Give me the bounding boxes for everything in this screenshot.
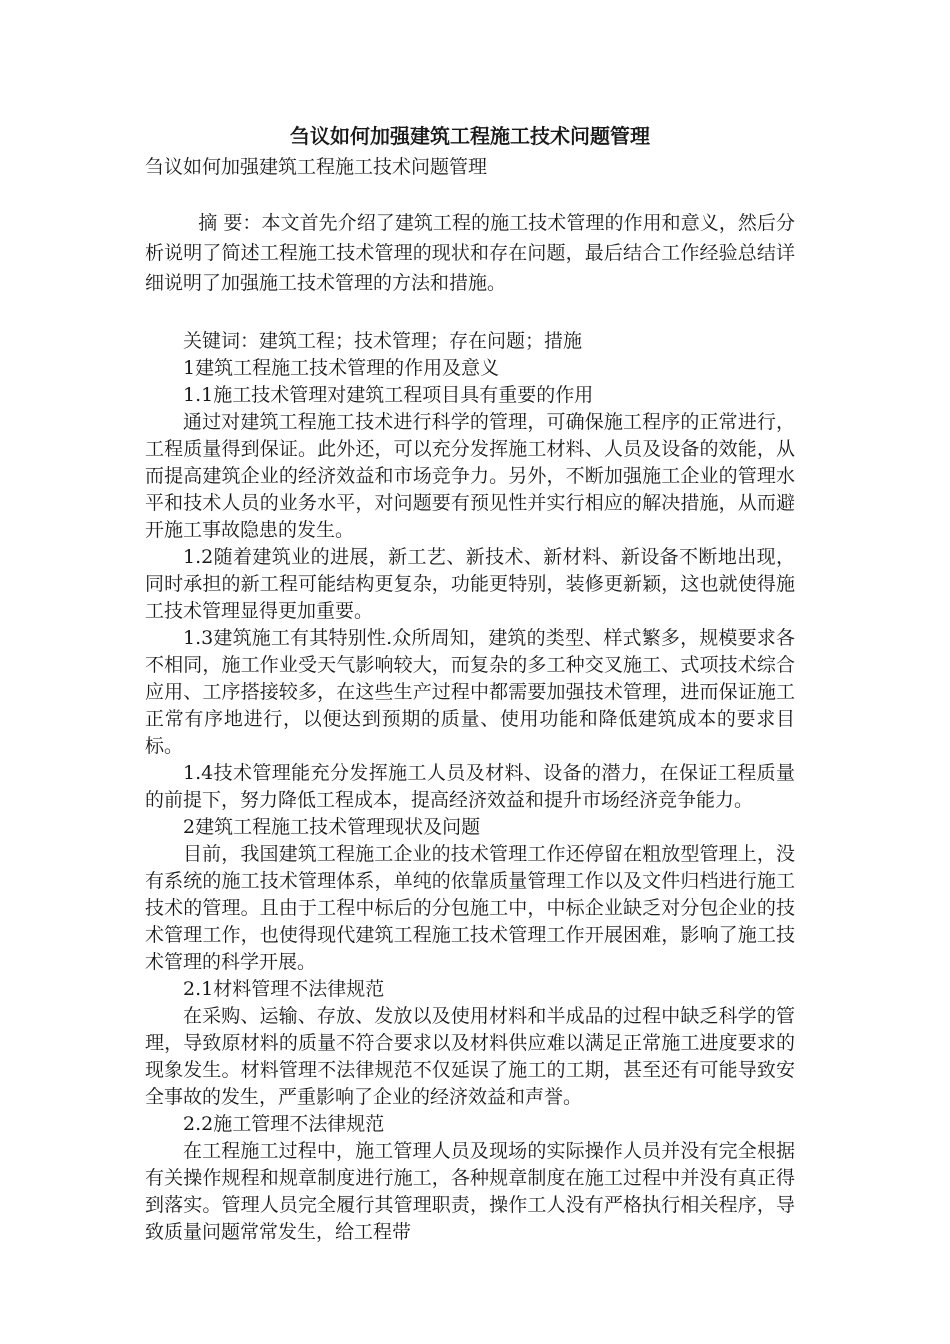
paragraph-1-3: 1.3建筑施工有其特别性.众所周知，建筑的类型、样式繁多，规模要求各不相同，施工作业受天气影响较大，而复杂的多工种交叉施工、式项技术综合应用、工序搭接较多，在这些生产过程中都需要加强技术管理，进而保证施工正常有序地进行，以便达到预期的质量、使用功能和降低建筑成本的要求目标。 — [145, 627, 795, 757]
document-title: 刍议如何加强建筑工程施工技术问题管理 — [290, 124, 650, 148]
keywords: 关键词：建筑工程；技术管理；存在问题；措施 — [183, 330, 583, 352]
paragraph-2-1: 在采购、运输、存放、发放以及使用材料和半成品的过程中缺乏科学的管理，导致原材料的质量不符合要求以及材料供应难以满足正常施工进度要求的现象发生。材料管理不法律规范不仅延误了施工的工期，甚至还有可能导致安全事故的发生，严重影响了企业的经济效益和声誉。 — [145, 1005, 795, 1108]
paragraph-1-2: 1.2随着建筑业的进展，新工艺、新技术、新材料、新设备不断地出现，同时承担的新工程可能结构更复杂，功能更特别，装修更新颖，这也就使得施工技术管理显得更加重要。 — [145, 546, 795, 622]
abstract: 摘 要：本文首先介绍了建筑工程的施工技术管理的作用和意义，然后分析说明了简述工程施工技术管理的现状和存在问题，最后结合工作经验总结详细说明了加强施工技术管理的方法和措施。 — [145, 212, 795, 294]
section-heading-1: 1建筑工程施工技术管理的作用及意义 — [183, 357, 500, 379]
paragraph-2-2: 在工程施工过程中，施工管理人员及现场的实际操作人员并没有完全根据有关操作规程和规章制度进行施工，各种规章制度在施工过程中并没有真正得到落实。管理人员完全履行其管理职责，操作工人没有严格执行相关程序，导致质量问题常常发生，给工程带 — [145, 1140, 795, 1243]
document-page — [145, 120, 795, 1246]
paragraph-1-1: 通过对建筑工程施工技术进行科学的管理，可确保施工程序的正常进行，工程质量得到保证。此外还，可以充分发挥施工材料、人员及设备的效能，从而提高建筑企业的经济效益和市场竞争力。另外，不断加强施工企业的管理水平和技术人员的业务水平，对问题要有预见性并实行相应的解决措施，从而避开施工事故隐患的发生。 — [145, 411, 795, 541]
paragraph-2-intro: 目前，我国建筑工程施工企业的技术管理工作还停留在粗放型管理上，没有系统的施工技术管理体系，单纯的依靠质量管理工作以及文件归档进行施工技术的管理。且由于工程中标后的分包施工中，中标企业缺乏对分包企业的技术管理工作，也使得现代建筑工程施工技术管理工作开展困难，影响了施工技术管理的科学开展。 — [145, 843, 795, 973]
section-heading-2: 2建筑工程施工技术管理现状及问题 — [183, 816, 481, 838]
document-subtitle: 刍议如何加强建筑工程施工技术问题管理 — [145, 156, 488, 178]
subsection-heading-2-2: 2.2施工管理不法律规范 — [183, 1113, 385, 1135]
subsection-heading-2-1: 2.1材料管理不法律规范 — [183, 978, 385, 1000]
subsection-heading-1-1: 1.1施工技术管理对建筑工程项目具有重要的作用 — [183, 384, 594, 406]
paragraph-1-4: 1.4技术管理能充分发挥施工人员及材料、设备的潜力，在保证工程质量的前提下，努力降低工程成本，提高经济效益和提升市场经济竞争能力。 — [145, 762, 795, 811]
